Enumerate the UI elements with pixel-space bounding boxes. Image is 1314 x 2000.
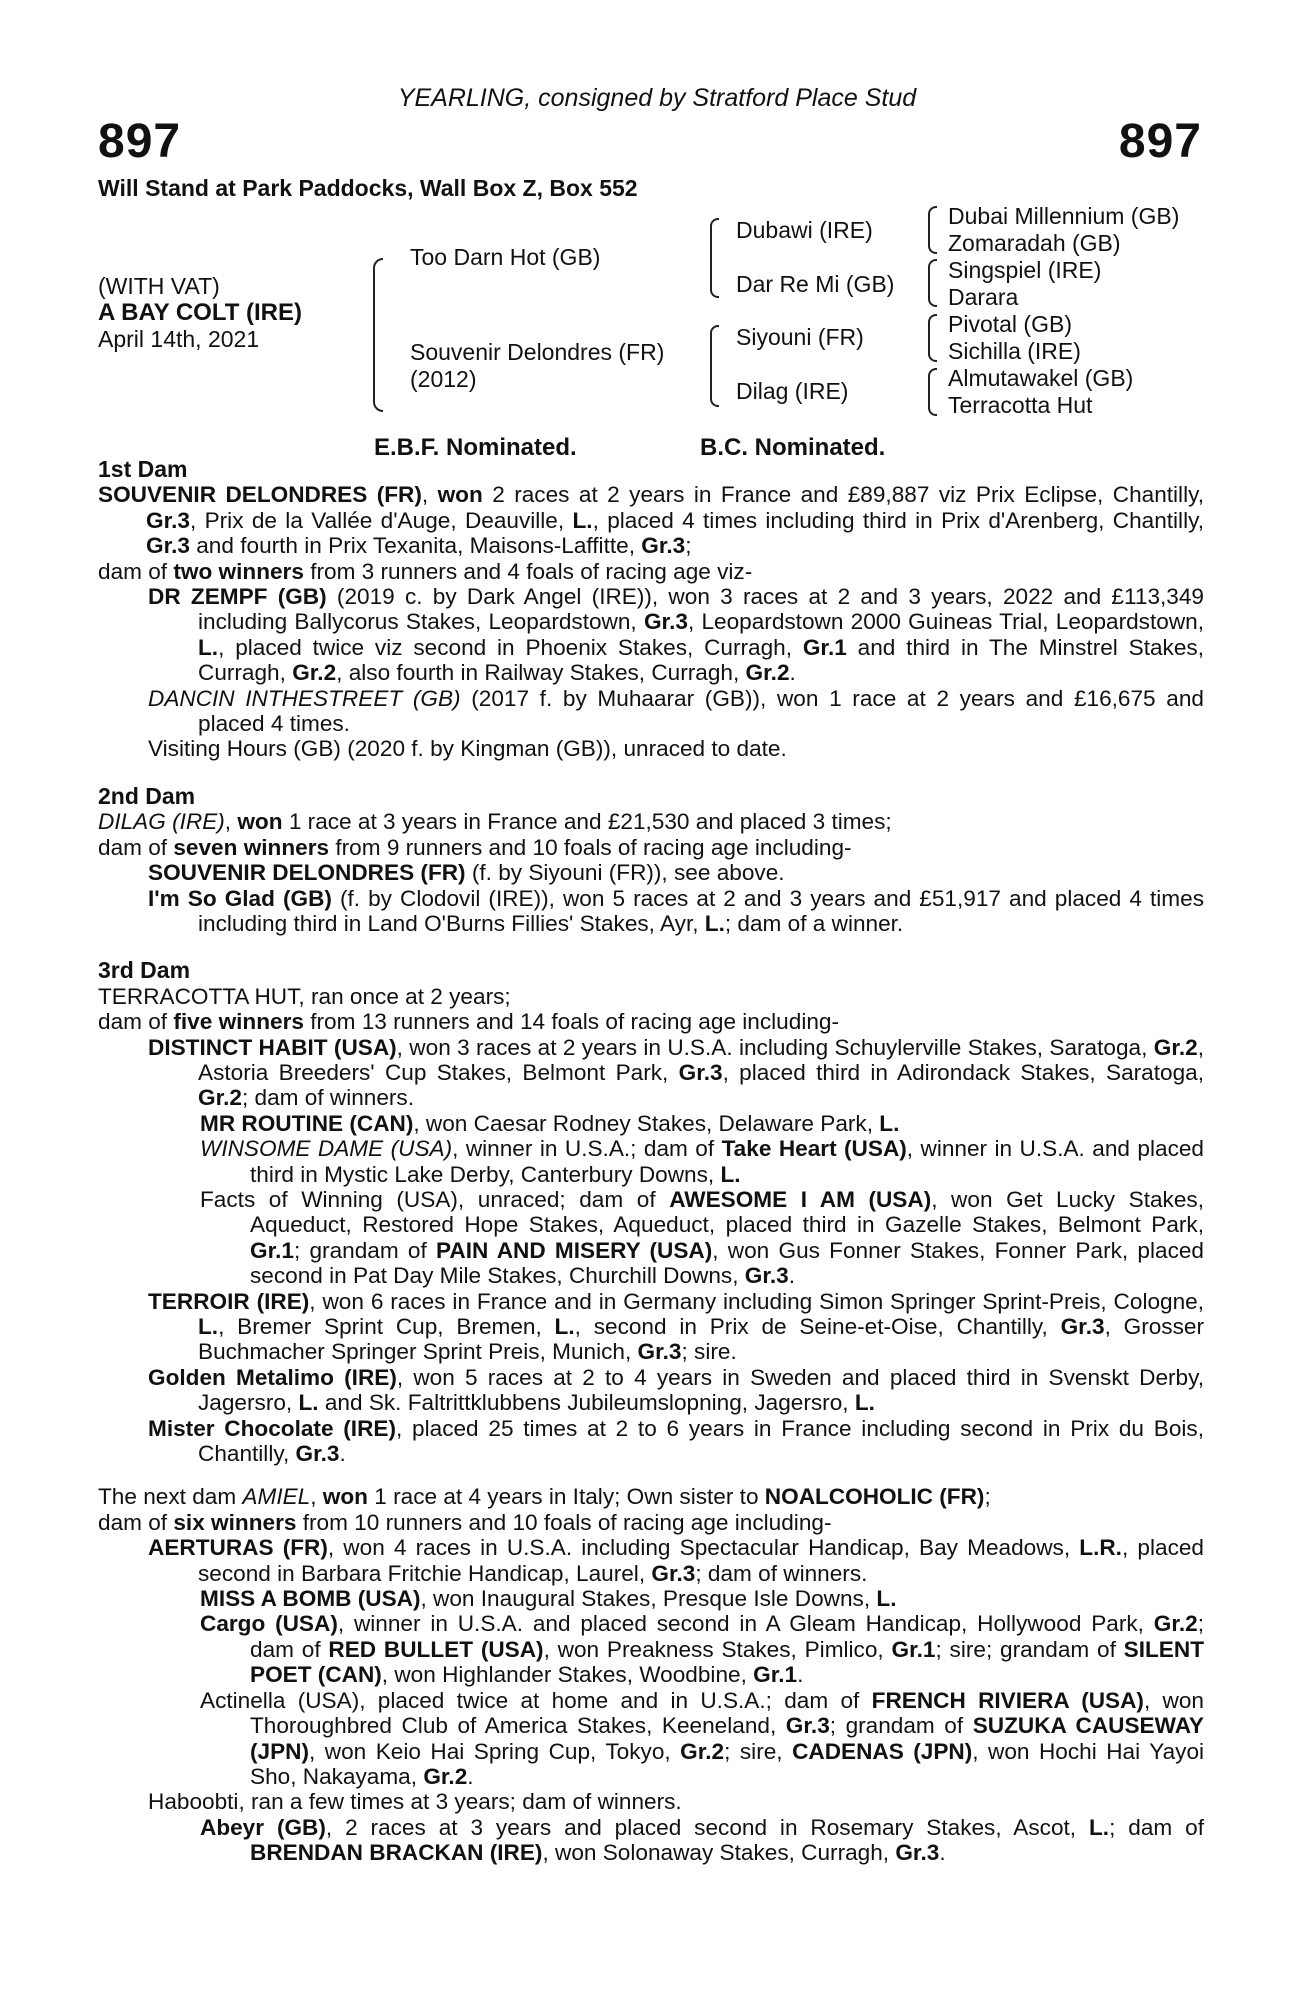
produce-facts-of-winning bbox=[200, 1187, 1204, 1289]
great-grandsire-4: Almutawakel (GB) bbox=[948, 365, 1134, 391]
text-run: , winner in U.S.A.; dam of bbox=[452, 1136, 722, 1162]
dam-year: (2012) bbox=[410, 366, 477, 392]
text-run: , 2 races at 3 years and placed second in Rosemary Stakes, Ascot, bbox=[325, 1814, 1089, 1840]
text-run: L.R. bbox=[1079, 1535, 1122, 1561]
great-granddam-1: Zomaradah (GB) bbox=[948, 230, 1121, 256]
text-run: , placed 25 times at 2 to 6 years in France including second in Prix du Bois, Chantilly, bbox=[198, 1415, 1204, 1467]
text-run: SOUVENIR DELONDRES (FR) bbox=[98, 482, 422, 508]
text-run: Gr.3 bbox=[744, 1263, 789, 1289]
first-dam-produce-summary bbox=[98, 559, 1204, 584]
text-run: six winners bbox=[173, 1509, 297, 1535]
produce-actinella bbox=[200, 1688, 1204, 1790]
text-run: , won Solonaway Stakes, Curragh, bbox=[542, 1840, 896, 1866]
text-run: L. bbox=[572, 507, 593, 533]
text-run: , won Inaugural Stakes, Presque Isle Downs, bbox=[420, 1586, 877, 1612]
horse-name: A BAY COLT (IRE) bbox=[98, 299, 303, 326]
great-grandsire-3: Pivotal (GB) bbox=[948, 311, 1072, 337]
text-run: DR ZEMPF (GB) bbox=[148, 584, 327, 610]
text-run: dam of bbox=[98, 558, 174, 584]
text-run: WINSOME DAME (USA) bbox=[200, 1136, 453, 1162]
produce-visiting-hours bbox=[148, 736, 1204, 761]
great-grandsire-1: Dubai Millennium (GB) bbox=[948, 203, 1180, 229]
text-run: ; dam of winners. bbox=[241, 1085, 415, 1111]
text-run: Gr.3 bbox=[651, 1560, 696, 1586]
text-run: , won 5 races at 2 to 4 years in Sweden and placed third in Svenskt Derby, Jagersro, bbox=[198, 1364, 1204, 1416]
text-run: Actinella (USA), placed twice at home and in U.S.A.; dam of bbox=[200, 1687, 872, 1713]
text-run: , second in Prix de Seine-et-Oise, Chantilly, bbox=[574, 1314, 1061, 1339]
stand-location: Will Stand at Park Paddocks, Wall Box Z, Box 552 bbox=[98, 175, 638, 201]
text-run: from 10 runners and 10 foals of racing age including- bbox=[296, 1509, 832, 1535]
text-run: RED BULLET (USA) bbox=[328, 1636, 544, 1662]
text-run: L. bbox=[720, 1161, 741, 1187]
text-run: five winners bbox=[173, 1009, 304, 1035]
text-run: ; dam of winners. bbox=[695, 1560, 868, 1586]
text-run: Gr.3 bbox=[146, 533, 190, 559]
text-run: L. bbox=[298, 1390, 319, 1416]
produce-aerturas bbox=[148, 1535, 1204, 1586]
text-run: from 13 runners and 14 foals of racing age including- bbox=[303, 1009, 839, 1035]
text-run: L. bbox=[854, 1390, 875, 1416]
text-run: (2017 f. by Muhaarar (GB)), won 1 race at 2 years and £16,675 and placed 4 times. bbox=[198, 685, 1204, 737]
text-run: Gr.2 bbox=[1153, 1034, 1198, 1060]
text-run: BRENDAN BRACKAN (IRE) bbox=[250, 1840, 543, 1866]
text-run: Abeyr (GB) bbox=[200, 1814, 326, 1840]
text-run: from 9 runners and 10 foals of racing age including- bbox=[329, 834, 852, 860]
pedigree-notes bbox=[98, 457, 1204, 1866]
produce-dancin-inthestreet bbox=[148, 686, 1204, 737]
text-run: . bbox=[797, 1662, 804, 1688]
sire-sire: Dubawi (IRE) bbox=[736, 217, 873, 243]
text-run: ; bbox=[984, 1484, 991, 1510]
text-run: , Prix de la Vallée d'Auge, Deauville, bbox=[189, 507, 573, 533]
text-run: Gr.1 bbox=[891, 1636, 936, 1662]
text-run: Gr.2 bbox=[423, 1763, 468, 1789]
text-run: seven winners bbox=[173, 834, 330, 860]
text-run: , winner in U.S.A. and placed third in Mystic Lake Derby, Canterbury Downs, bbox=[250, 1136, 1204, 1187]
text-run: AMIEL bbox=[242, 1484, 311, 1510]
text-run: AWESOME I AM (USA) bbox=[669, 1186, 932, 1212]
text-run: ; dam of a winner. bbox=[724, 910, 904, 936]
produce-haboobti bbox=[148, 1789, 1204, 1814]
foaling-date: April 14th, 2021 bbox=[98, 326, 260, 352]
second-dam-heading: 2nd Dam bbox=[98, 782, 196, 809]
text-run: and fourth in Prix Texanita, Maisons-Laffitte, bbox=[189, 533, 642, 559]
text-run: , also fourth in Railway Stakes, Curragh, bbox=[336, 660, 746, 686]
dam-name: Souvenir Delondres (FR) bbox=[410, 339, 665, 365]
produce-terroir bbox=[148, 1289, 1204, 1365]
sire-name: Too Darn Hot (GB) bbox=[410, 244, 601, 270]
text-run: Cargo (USA) bbox=[200, 1611, 338, 1637]
text-run: , winner in U.S.A. and placed second in A Gleam Handicap, Hollywood Park, bbox=[337, 1611, 1154, 1637]
text-run: , won 4 races in U.S.A. including Spectacular Handicap, Bay Meadows, bbox=[327, 1535, 1080, 1561]
text-run: L. bbox=[554, 1314, 575, 1339]
pedigree-brace-gg1 bbox=[928, 206, 937, 254]
produce-mister-chocolate bbox=[148, 1416, 1204, 1467]
text-run: , bbox=[421, 482, 438, 508]
second-dam-produce-summary bbox=[98, 835, 1204, 860]
great-grandsire-2: Singspiel (IRE) bbox=[948, 257, 1102, 283]
text-run: Gr.2 bbox=[745, 660, 790, 686]
text-run: won bbox=[237, 809, 283, 835]
text-run: CADENAS (JPN) bbox=[792, 1738, 973, 1764]
text-run: , placed second in Barbara Fritchie Handicap, Laurel, bbox=[198, 1535, 1204, 1586]
text-run: , Grosser Buchmacher Springer Sprint Preis, Munich, bbox=[198, 1314, 1204, 1365]
sire-dam: Dar Re Mi (GB) bbox=[736, 271, 895, 297]
text-run: ; dam of bbox=[250, 1611, 1204, 1662]
text-run: L. bbox=[198, 1314, 219, 1339]
text-run: NOALCOHOLIC (FR) bbox=[764, 1484, 985, 1510]
text-run: ; sire, bbox=[724, 1738, 793, 1764]
text-run: 1 race at 4 years in Italy; Own sister to bbox=[367, 1484, 765, 1510]
produce-im-so-glad bbox=[148, 886, 1204, 937]
text-run: L. bbox=[1089, 1814, 1110, 1840]
dam-sire: Siyouni (FR) bbox=[736, 324, 864, 350]
text-run: , Bremer Sprint Cup, Bremen, bbox=[218, 1314, 555, 1339]
pedigree-brace-gen1 bbox=[373, 258, 383, 412]
text-run: AERTURAS (FR) bbox=[148, 1535, 328, 1561]
text-run: , won Keio Hai Spring Cup, Tokyo, bbox=[309, 1738, 681, 1764]
text-run: 2 races at 2 years in France and £89,887 viz Prix Eclipse, Chantilly, bbox=[482, 482, 1204, 508]
text-run: Gr.1 bbox=[753, 1662, 798, 1688]
pedigree-brace-gg3 bbox=[928, 314, 937, 362]
text-run: MISS A BOMB (USA) bbox=[200, 1586, 421, 1612]
text-run: 1 race at 3 years in France and £21,530 and placed 3 times; bbox=[282, 809, 892, 835]
pedigree-brace-dam bbox=[710, 325, 719, 407]
text-run: The next dam bbox=[98, 1484, 243, 1510]
text-run: won bbox=[322, 1484, 368, 1510]
text-run: won bbox=[437, 482, 483, 508]
text-run: Gr.3 bbox=[637, 1339, 682, 1365]
text-run: Gr.1 bbox=[250, 1237, 294, 1263]
text-run: MR ROUTINE (CAN) bbox=[200, 1110, 414, 1136]
spacer bbox=[98, 1466, 1204, 1484]
text-run: DISTINCT HABIT (USA) bbox=[148, 1034, 397, 1060]
text-run: ; dam of bbox=[1109, 1814, 1204, 1840]
text-run: Gr.1 bbox=[802, 634, 847, 660]
lot-number-left: 897 bbox=[98, 115, 182, 168]
produce-mr-routine bbox=[200, 1111, 1204, 1136]
text-run: DANCIN INTHESTREET (GB) bbox=[148, 685, 461, 711]
second-dam-record bbox=[98, 809, 1204, 834]
produce-cargo bbox=[200, 1611, 1204, 1687]
text-run: SILENT POET (CAN) bbox=[250, 1636, 1204, 1688]
text-run: , won Hochi Hai Yayoi Sho, Nakayama, bbox=[250, 1738, 1205, 1789]
text-run: Take Heart (USA) bbox=[721, 1136, 907, 1162]
text-run: FRENCH RIVIERA (USA) bbox=[871, 1687, 1144, 1713]
text-run: , bbox=[224, 809, 238, 835]
pedigree-brace-sire bbox=[710, 218, 719, 298]
text-run: DILAG (IRE) bbox=[98, 809, 225, 835]
text-run: , won 3 races at 2 years in U.S.A. including Schuylerville Stakes, Saratoga, bbox=[396, 1034, 1154, 1060]
vat-note: (WITH VAT) bbox=[98, 273, 220, 299]
great-granddam-3: Sichilla (IRE) bbox=[948, 338, 1081, 364]
produce-abeyr bbox=[200, 1815, 1204, 1866]
pedigree-brace-gg4 bbox=[928, 368, 937, 416]
text-run: , placed twice viz second in Phoenix Stakes, Curragh, bbox=[218, 634, 803, 660]
great-granddam-2: Darara bbox=[948, 284, 1019, 310]
first-dam-heading: 1st Dam bbox=[98, 456, 188, 482]
text-run: ; grandam of bbox=[829, 1713, 973, 1739]
text-run: ; sire. bbox=[681, 1339, 737, 1365]
text-run: Gr.3 bbox=[895, 1840, 940, 1866]
text-run: Haboobti, ran a few times at 3 years; dam of winners. bbox=[148, 1789, 682, 1815]
text-run: L. bbox=[198, 634, 219, 660]
text-run: , won Thoroughbred Club of America Stakes, Keeneland, bbox=[250, 1687, 1204, 1739]
text-run: , Astoria Breeders' Cup Stakes, Belmont Park, bbox=[198, 1034, 1204, 1085]
text-run: L. bbox=[879, 1110, 900, 1136]
produce-winsome-dame bbox=[200, 1136, 1204, 1187]
text-run: TERROIR (IRE) bbox=[148, 1288, 310, 1314]
text-run: , bbox=[310, 1484, 323, 1510]
text-run: and third in The Minstrel Stakes, Curragh, bbox=[198, 634, 1204, 686]
text-run: . bbox=[467, 1763, 474, 1789]
text-run: Gr.2 bbox=[680, 1738, 725, 1764]
text-run: ; bbox=[685, 533, 692, 559]
text-run: I'm So Glad (GB) bbox=[148, 885, 332, 911]
text-run: . bbox=[789, 660, 796, 686]
text-run: (f. by Clodovil (IRE)), won 5 races at 2 and 3 years and £51,917 and placed 4 times including third in Land O'Burns Fillies' Stakes, Ayr, bbox=[198, 885, 1204, 936]
text-run: Gr.2 bbox=[292, 660, 337, 686]
third-dam-produce-summary bbox=[98, 1009, 1204, 1034]
text-run: Gr.3 bbox=[643, 609, 688, 635]
text-run: dam of bbox=[98, 1009, 174, 1035]
text-run: Gr.2 bbox=[1153, 1611, 1198, 1637]
text-run: , won Highlander Stakes, Woodbine, bbox=[381, 1662, 754, 1688]
next-dam-record bbox=[98, 1484, 1204, 1509]
text-run: . bbox=[788, 1263, 796, 1289]
text-run: from 3 runners and 4 foals of racing age viz- bbox=[303, 558, 753, 584]
text-run: TERRACOTTA HUT, ran once at 2 years; bbox=[98, 983, 511, 1009]
text-run: . bbox=[339, 1441, 346, 1467]
third-dam-heading: 3rd Dam bbox=[98, 957, 191, 984]
produce-dr-zempf bbox=[148, 584, 1204, 686]
consignment-line: YEARLING, consigned by Stratford Place Stud bbox=[397, 84, 917, 112]
text-run: Golden Metalimo (IRE) bbox=[148, 1364, 397, 1390]
text-run: , won Gus Fonner Stakes, Fonner Park, placed second in Pat Day Mile Stakes, Churchill Downs, bbox=[250, 1237, 1204, 1289]
next-dam-produce-summary bbox=[98, 1510, 1204, 1535]
text-run: ; grandam of bbox=[293, 1237, 436, 1263]
text-run: Gr.3 bbox=[785, 1713, 830, 1739]
text-run: Gr.3 bbox=[678, 1059, 723, 1085]
text-run: , won Preakness Stakes, Pimlico, bbox=[543, 1636, 892, 1662]
produce-distinct-habit bbox=[148, 1035, 1204, 1111]
text-run: two winners bbox=[173, 558, 304, 584]
text-run: Mister Chocolate (IRE) bbox=[148, 1415, 396, 1441]
text-run: Gr.2 bbox=[198, 1085, 242, 1111]
text-run: , placed 4 times including third in Prix d'Arenberg, Chantilly, bbox=[592, 507, 1204, 533]
text-run: Gr.3 bbox=[295, 1441, 340, 1467]
first-dam-record bbox=[98, 482, 1204, 558]
text-run: , placed third in Adirondack Stakes, Saratoga, bbox=[722, 1059, 1204, 1085]
text-run: dam of bbox=[98, 834, 174, 860]
text-run: Visiting Hours (GB) (2020 f. by Kingman (GB)), unraced to date. bbox=[148, 736, 787, 762]
text-run: (f. by Siyouni (FR)), see above. bbox=[465, 860, 785, 886]
pedigree-brace-gg2 bbox=[928, 259, 937, 307]
text-run: (2019 c. by Dark Angel (IRE)), won 3 races at 2 and 3 years, 2022 and £113,349 including Ballycorus Stakes, Leopardstown, bbox=[198, 584, 1204, 635]
text-run: L. bbox=[704, 910, 725, 936]
text-run: Facts of Winning (USA), unraced; dam of bbox=[200, 1186, 670, 1212]
bc-nominated: B.C. Nominated. bbox=[700, 434, 886, 461]
text-run: SUZUKA CAUSEWAY (JPN) bbox=[250, 1713, 1205, 1764]
text-run: Gr.3 bbox=[146, 507, 190, 533]
text-run: ; sire; grandam of bbox=[935, 1636, 1124, 1662]
text-run: , won Get Lucky Stakes, Aqueduct, Restored Hope Stakes, Aqueduct, placed third in Gazelle Stakes, Belmont Park, bbox=[250, 1186, 1204, 1238]
text-run: and Sk. Faltrittklubbens Jubileumslopning, Jagersro, bbox=[318, 1390, 855, 1416]
text-run: Gr.3 bbox=[641, 533, 686, 559]
dam-dam: Dilag (IRE) bbox=[736, 378, 849, 404]
great-granddam-4: Terracotta Hut bbox=[948, 392, 1093, 418]
text-run: , Leopardstown 2000 Guineas Trial, Leopardstown, bbox=[687, 609, 1204, 635]
ebf-nominated: E.B.F. Nominated. bbox=[374, 434, 577, 461]
text-run: , won 6 races in France and in Germany including Simon Springer Sprint-Preis, Cologne, bbox=[309, 1288, 1204, 1314]
text-run: SOUVENIR DELONDRES (FR) bbox=[148, 860, 466, 886]
text-run: dam of bbox=[98, 1509, 174, 1535]
text-run: , won Caesar Rodney Stakes, Delaware Park, bbox=[413, 1110, 880, 1136]
text-run: L. bbox=[876, 1586, 897, 1612]
text-run: . bbox=[939, 1840, 946, 1866]
text-run: PAIN AND MISERY (USA) bbox=[436, 1237, 713, 1263]
produce-souvenir-delondres bbox=[148, 860, 1204, 885]
third-dam-record bbox=[98, 984, 1204, 1009]
produce-miss-a-bomb bbox=[200, 1586, 1204, 1611]
text-run: Gr.3 bbox=[1060, 1314, 1105, 1339]
lot-number-right: 897 bbox=[1118, 115, 1202, 168]
produce-golden-metalimo bbox=[148, 1365, 1204, 1416]
